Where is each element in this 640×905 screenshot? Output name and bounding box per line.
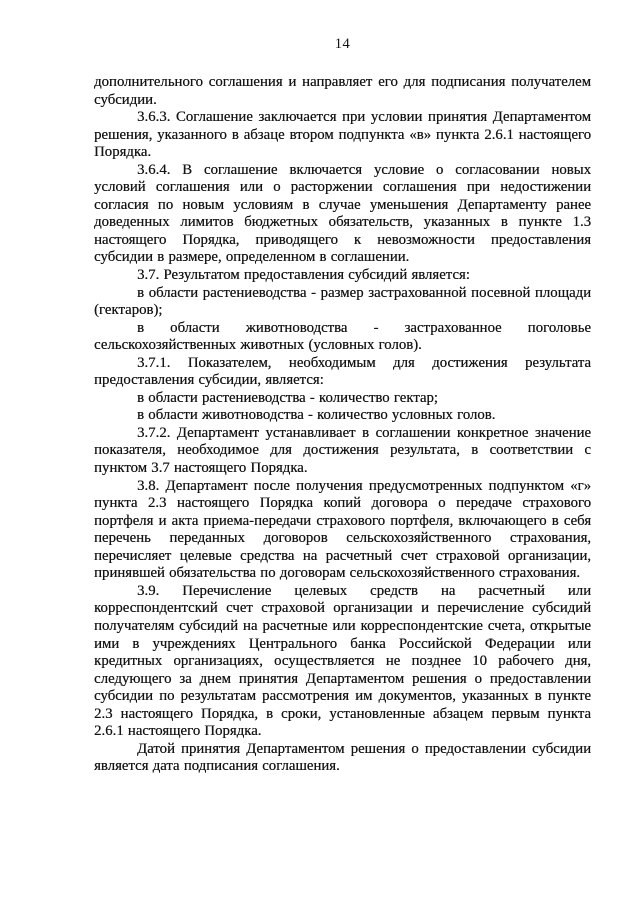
document-body [94,74,591,776]
paragraph-3-7: 3.7. Результатом предоставления субсидий является: [137,267,470,284]
paragraph-3-6-4: 3.6.4. В соглашение включается условие о согласовании новых условий соглашения или о расторжении соглашения при недостижении согласия по новым условиям в случае уменьшения Департаменту ранее доведенных лимитов бюджетных обязательств, указанных в пункте 1.3 настоящего Порядка, приводящего к невозможности предоставления субсидии в размере, определенном в соглашении. [94,161,591,266]
page-number: 14 [334,36,351,52]
paragraph-3-6-3: 3.6.3. Соглашение заключается при условии принятия Департаментом решения, указанного в абзаце втором подпункта «в» пункта 2.6.1 настоящего Порядка. [94,109,591,161]
paragraph-3-7-item-crops: в области растениеводства - размер застрахованной посевной площади (гектаров); [94,284,591,319]
paragraph-3-8: 3.8. Департамент после получения предусмотренных подпунктом «г» пункта 2.3 настоящего Порядка копий договора о передаче страхового портфеля и акта приема-передачи страхового портфеля, включающего в себя перечень переданных договоров сельскохозяйственного страхования, перечисляет целевые средства на расчетный счет страховой организации, принявшей обязательства по договорам сельскохозяйственного страхования. [94,477,591,582]
paragraph-3-9: 3.9. Перечисление целевых средств на расчетный или корреспондентский счет страховой организации и перечисление субсидий получателям субсидий на расчетные или корреспондентские счета, открытые ими в учреждениях Центрального банка Российской Федерации или кредитных организациях, осуществляется не позднее 10 рабочего дня, следующего за днем принятия Департаментом решения о предоставлении субсидии по результатам рассмотрения им документов, указанных в пункте 2.3 настоящего Порядка, в сроки, установленные абзацем первым пункта 2.6.1 настоящего Порядка. [94,582,591,740]
document-content [94,36,591,776]
paragraph-decision-date: Датой принятия Департаментом решения о предоставлении субсидии является дата подписания соглашения. [94,740,591,775]
paragraph-3-7-item-livestock: в области животноводства - застрахованное поголовье сельскохозяйственных животных (условных голов). [94,319,591,354]
paragraph-continuation: дополнительного соглашения и направляет его для подписания получателем субсидии. [94,74,591,108]
paragraph-3-7-1-item-livestock: в области животноводства - количество условных голов. [137,407,496,424]
paragraph-3-7-2: 3.7.2. Департамент устанавливает в соглашении конкретное значение показателя, необходимое для достижения результата, в соответствии с пунктом 3.7 настоящего Порядка. [94,424,591,477]
paragraph-3-7-1-item-crops: в области растениеводства - количество гектар; [137,389,438,406]
paragraph-3-7-1: 3.7.1. Показателем, необходимым для достижения результата предоставления субсидии, является: [94,354,591,389]
